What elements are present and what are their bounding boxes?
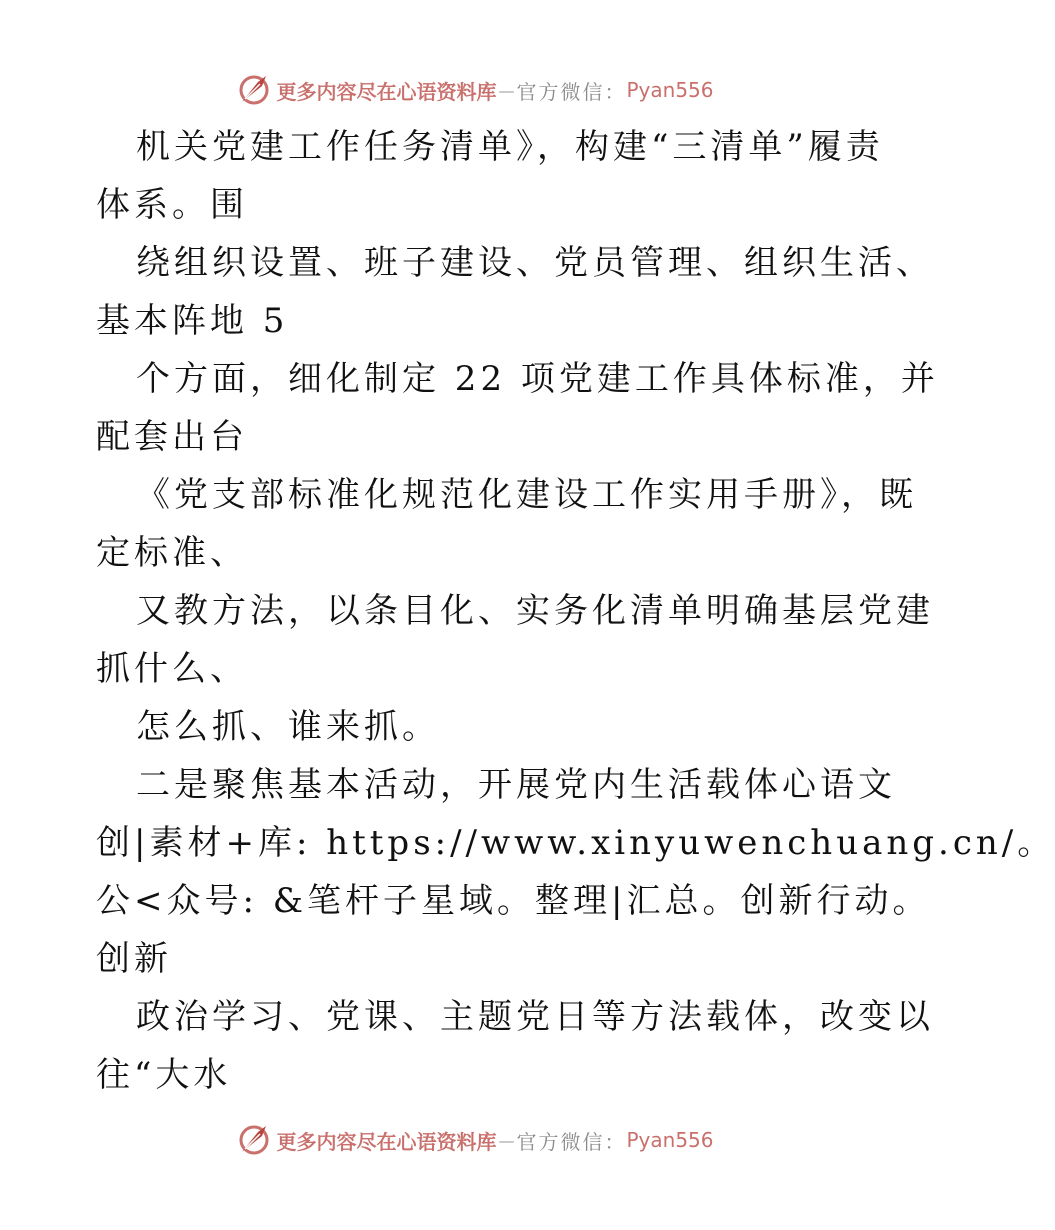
- text-line: 二是聚焦基本活动，开展党内生活载体心语文: [136, 765, 896, 805]
- text-line: 基本阵地 5: [96, 301, 289, 341]
- watermark-label: 官方微信：: [516, 79, 627, 104]
- text-line: 往“大水: [96, 1055, 232, 1095]
- document-body: [96, 118, 1055, 1104]
- watermark-handle: Pyan556: [626, 78, 714, 102]
- watermark-label: 官方微信：: [516, 1129, 627, 1154]
- text-line: 又教方法，以条目化、实务化清单明确基层党建: [136, 591, 934, 631]
- watermark-dash: —: [498, 1130, 515, 1150]
- watermark-site-text: 更多内容尽在心语资料库: [276, 1129, 497, 1154]
- watermark-site-text: 更多内容尽在心语资料库: [276, 79, 497, 104]
- text-line: 创|素材+库: https://www.xinyuwenchuang.cn/。: [96, 823, 1055, 863]
- text-line: 机关党建工作任务清单》，构建“三清单”履责: [136, 127, 884, 167]
- watermark-dash: —: [498, 80, 515, 100]
- text-line: 公<众号: &笔杆子星域。整理|汇总。创新行动。: [96, 881, 931, 921]
- text-line: 抓什么、: [96, 649, 248, 689]
- text-line: 体系。围: [96, 185, 248, 225]
- text-line: 《党支部标准化规范化建设工作实用手册》，既: [136, 475, 917, 515]
- text-line: 创新: [96, 939, 172, 979]
- text-line: 怎么抓、谁来抓。: [136, 707, 440, 747]
- text-line: 配套出台: [96, 417, 248, 457]
- text-line: 个方面，细化制定 22 项党建工作具体标准，并: [136, 359, 939, 399]
- footer-watermark: [0, 1120, 950, 1160]
- quill-circle-icon: [236, 1122, 272, 1158]
- text-line: 政治学习、党课、主题党日等方法载体，改变以: [136, 997, 934, 1037]
- text-line: 定标准、: [96, 533, 248, 573]
- quill-circle-icon: [236, 72, 272, 108]
- watermark-handle: Pyan556: [626, 1128, 714, 1152]
- header-watermark: [0, 70, 950, 110]
- text-line: 绕组织设置、班子建设、党员管理、组织生活、: [136, 243, 934, 283]
